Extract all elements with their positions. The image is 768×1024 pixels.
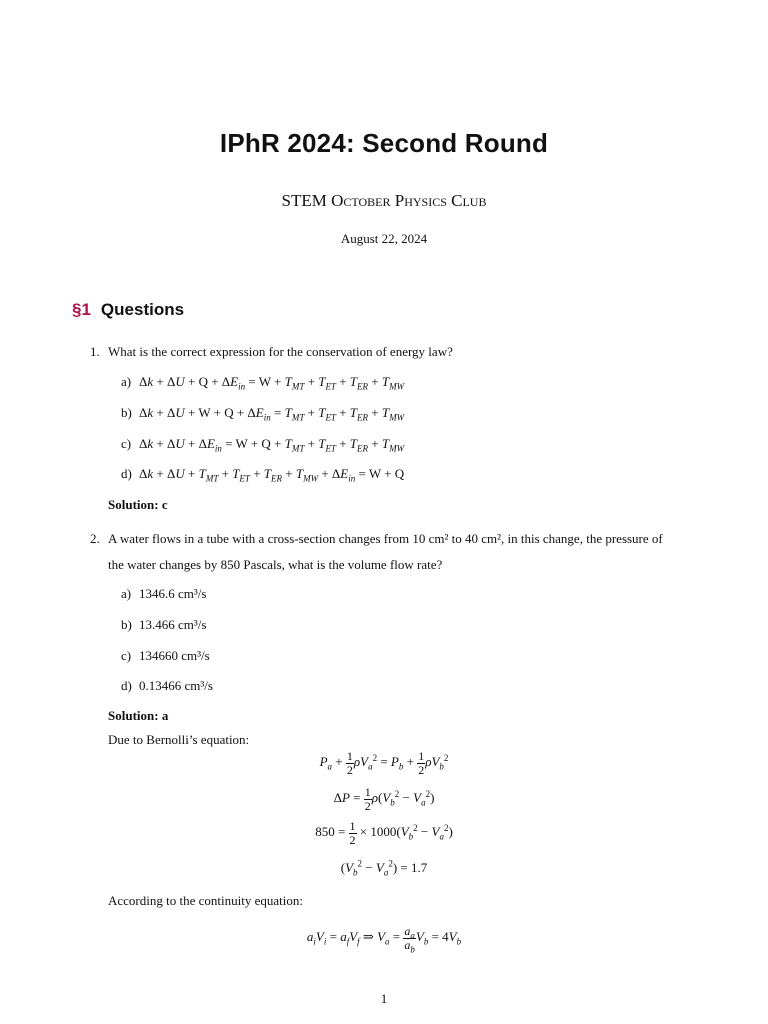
q2-option-c-value: 134660	[139, 648, 178, 663]
q1-option-a-label: a)	[121, 374, 132, 389]
page-number: 1	[380, 991, 388, 1006]
q2-option-a	[139, 586, 206, 602]
section-number: §1	[72, 300, 91, 319]
q2-text-line2: the water changes by 850 Pascals, what is the volume flow rate?	[108, 557, 443, 572]
q2-option-b-value: 13.466	[139, 617, 175, 632]
q2-option-c-label: c)	[121, 648, 132, 663]
q2-option-a-value: 1346.6	[139, 586, 175, 601]
author-line	[0, 191, 768, 211]
q1-option-c-label: c)	[121, 436, 132, 451]
q2-option-d	[139, 678, 213, 694]
q1-option-b: $\Delta k + \Delta U + W + Q + \Delta E_{in} = T_{MT} + T_{ET} + T_{ER} + T_{MW}$	[139, 405, 405, 423]
section-heading	[72, 300, 184, 320]
q2-option-b-unit: cm³/s	[178, 617, 207, 632]
q2-option-d-unit: cm³/s	[184, 678, 213, 693]
q1-option-c: $\Delta k + \Delta U + \Delta E_{in} = W + Q + T_{MT} + T_{ET} + T_{ER} + T_{MW}$	[139, 436, 405, 454]
q2-option-a-label: a)	[121, 586, 132, 601]
q2-continuity-intro: According to the continuity equation:	[108, 893, 303, 908]
q2-number: 2.	[90, 531, 100, 546]
q2-text-line1: A water flows in a tube with a cross-section changes from 10 cm² to 40 cm², in this change, the pressure of	[108, 531, 663, 546]
q2-option-b	[139, 617, 206, 633]
q2-option-c	[139, 648, 210, 664]
q1-solution: Solution: c	[108, 497, 168, 512]
q1-option-d-label: d)	[121, 466, 132, 481]
q2-option-b-label: b)	[121, 617, 132, 632]
q2-option-c-unit: cm³/s	[181, 648, 210, 663]
author-first: STEM	[281, 191, 327, 210]
equation-substitution: 850 = $\frac{1}{2}$ × $1000(V_b^2 - V_a^2)$	[315, 819, 453, 847]
q1-text: What is the correct expression for the conservation of energy law?	[108, 344, 453, 359]
q1-option-b-label: b)	[121, 405, 132, 420]
section-title: Questions	[100, 300, 185, 319]
q2-option-d-label: d)	[121, 678, 132, 693]
q2-option-a-unit: cm³/s	[178, 586, 207, 601]
equation-velocity-diff: $(V_b^2 - V_a^2) = 1.7$	[340, 858, 428, 878]
paper-title: IPhR 2024: Second Round	[219, 128, 549, 158]
q1-number: 1.	[90, 344, 100, 359]
q1-option-a: $\Delta k + \Delta U + Q + \Delta E_{in} = W + T_{MT} + T_{ET} + T_{ER} + T_{MW}$	[139, 374, 405, 392]
equation-delta-p: ΔP = $\frac{1}{2}$ $\rho(V_b^2 - V_a^2)$	[333, 785, 435, 813]
q1-option-d: $\Delta k + \Delta U + T_{MT} + T_{ET} + T_{ER} + T_{MW} + \Delta E_{in} = W + Q$	[139, 466, 405, 484]
q2-bernoulli-intro: Due to Bernolli’s equation:	[108, 732, 250, 747]
equation-bernoulli: $P_a$ + $\frac{1}{2}$ $\rho V_a^2 = P_b$ + $\frac{1}{2}$ $\rho V_b^2$	[319, 749, 449, 777]
q2-option-d-value: 0.13466	[139, 678, 182, 693]
paper-date: August 22, 2024	[340, 231, 428, 246]
equation-continuity: $a_iV_i = a_fV_f$ ⇒ $V_a$ = $\frac{a_a}{a_b}$ $V_b = 4V_b$	[306, 924, 462, 954]
author-rest: October Physics Club	[331, 191, 487, 210]
q2-solution: Solution: a	[108, 708, 169, 723]
